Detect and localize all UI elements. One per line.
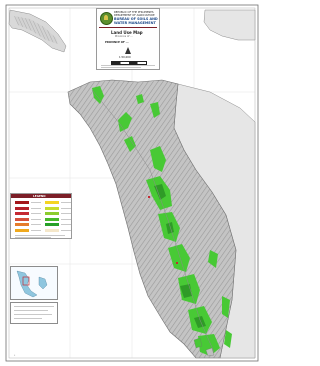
bureau-label-line2: WATER MANAGEMENT [114, 21, 156, 25]
note-line-1 [101, 65, 155, 66]
legend-swatch-label [31, 224, 41, 225]
subtitle-label: PROVINCE OF ... [105, 41, 129, 44]
legend-swatch-label [61, 219, 71, 220]
legend-swatch [45, 229, 59, 232]
legend-header: LEGEND [33, 193, 46, 198]
legend-swatch [45, 212, 59, 215]
legend-swatch-label [61, 208, 71, 209]
legend-swatch-label [61, 230, 71, 231]
title-stripe [99, 27, 157, 28]
legend-swatch [15, 218, 29, 221]
scale-bar [111, 61, 147, 65]
legend-block [10, 193, 72, 239]
legend-swatch [45, 218, 59, 221]
legend-swatch [15, 212, 29, 215]
legend-swatch-label [31, 202, 41, 203]
legend-swatch [15, 229, 29, 232]
legend-swatch [45, 207, 59, 210]
notes-line-4 [14, 318, 42, 319]
legend-swatch-label [31, 213, 41, 214]
legend-swatch-label [31, 208, 41, 209]
notes-line-2 [14, 310, 48, 311]
legend-swatch [15, 201, 29, 204]
legend-swatch [45, 223, 59, 226]
map-title: Land Use Map [111, 30, 143, 35]
note-line-2 [101, 67, 141, 68]
province-label: Province of ... [115, 35, 133, 38]
legend-swatch-label [61, 224, 71, 225]
title-block [96, 8, 160, 70]
legend-note-2 [15, 237, 51, 238]
notes-line-3 [14, 314, 52, 315]
legend-swatch-label [61, 213, 71, 214]
bswm-logo-icon [100, 12, 113, 25]
notes-line-1 [14, 306, 54, 307]
location-inset [10, 266, 58, 300]
legend-swatch [15, 207, 29, 210]
notes-block [10, 302, 58, 324]
department-label: DEPARTMENT OF AGRICULTURE [114, 14, 155, 17]
landmass-northeast [204, 10, 255, 40]
scale-label: 1:50,000 [119, 56, 131, 59]
north-arrow-icon [125, 47, 131, 54]
republic-label: REPUBLIC OF THE PHILIPPINES [114, 11, 154, 14]
legend-note-1 [15, 235, 65, 236]
legend-swatch-label [61, 202, 71, 203]
map-footer-mark: • [14, 354, 16, 357]
legend-swatch-label [31, 219, 41, 220]
bureau-label: BUREAU OF SOILS AND [114, 17, 158, 21]
legend-swatch [45, 201, 59, 204]
inset-map [11, 267, 57, 299]
legend-swatch [15, 223, 29, 226]
legend-swatch-label [31, 230, 41, 231]
